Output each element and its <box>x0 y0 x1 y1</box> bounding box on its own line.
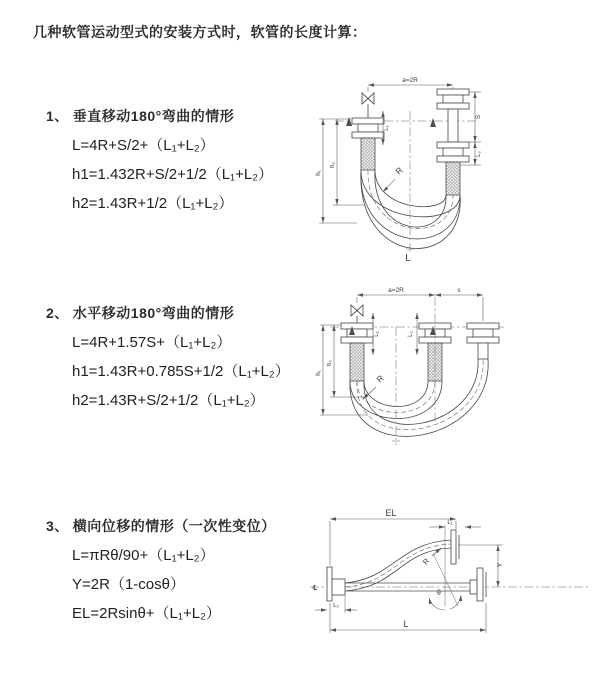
label-length-l: L <box>405 253 411 263</box>
dim-conn-left <box>373 313 380 355</box>
formula-l1: L=4R+S/2+（L₁+L₂） <box>72 137 215 154</box>
section-3-number: 3、 <box>46 518 69 534</box>
label-h2: h₂ <box>330 162 336 168</box>
label-y: Y <box>497 562 504 568</box>
label-s: S <box>475 114 482 120</box>
braided-hose-right <box>446 162 460 195</box>
section-2-title: 水平移动180°弯曲的情形 <box>72 305 235 321</box>
formula-h1-2: h1=1.43R+0.785S+1/2（L₁+L₂） <box>72 363 290 380</box>
section-1-title: 垂直移动180°弯曲的情形 <box>72 108 235 124</box>
label-a2r: a=2R <box>402 77 418 84</box>
lower-right-flange <box>470 568 486 601</box>
diagram-horizontal-180-bend <box>310 283 595 458</box>
dim-conn-top <box>429 520 481 527</box>
radius-callout <box>383 165 405 192</box>
radius-callout <box>363 373 386 399</box>
diagram-vertical-180-bend <box>313 73 568 263</box>
dim-travel-s <box>469 92 482 142</box>
label-s: s <box>457 287 461 294</box>
movement-arrow-right <box>430 118 436 127</box>
label-theta: θ <box>437 590 441 597</box>
right-pipe-assembly <box>437 89 469 195</box>
hose-loops <box>350 359 488 436</box>
label-l2: L₂ <box>333 603 339 609</box>
section-vertical-bend <box>46 106 273 213</box>
left-flange-assembly <box>352 118 384 170</box>
formula-h1: h1=1.432R+S/2+1/2（L₁+L₂） <box>72 166 274 183</box>
section-3-title: 横向位移的情形（一次性变位） <box>72 518 276 534</box>
right-flange-assembly <box>467 323 499 359</box>
formula-el: EL=2Rsinθ+（L₁+L₂） <box>72 605 221 622</box>
upper-right-flange <box>451 530 459 564</box>
label-h1: h₁ <box>316 170 322 176</box>
movement-arrow-left <box>346 117 352 126</box>
dim-h-outer <box>316 119 357 223</box>
formula-y: Y=2R（1-cosθ） <box>72 576 185 593</box>
braided-hose-left <box>361 138 375 170</box>
dim-conn-left <box>383 111 390 145</box>
section-1-number: 1、 <box>46 108 69 124</box>
formula-h2: h2=1.43R+1/2（L₁+L₂） <box>72 195 234 212</box>
page-title: 几种软管运动型式的安装方式时，软管的长度计算： <box>33 24 367 40</box>
left-flange <box>327 567 345 601</box>
braided-hose-left <box>350 343 364 381</box>
diagram-lateral-displacement <box>298 503 598 648</box>
formula-l3: L=πRθ/90+（L₁+L₂） <box>72 547 215 564</box>
label-h2: h₂ <box>327 360 333 366</box>
section-2-heading <box>46 303 290 323</box>
section-horizontal-bend <box>46 303 290 410</box>
dim-conn-left <box>315 595 357 613</box>
formula-l2: L=4R+1.57S+（L₁+L₂） <box>72 334 232 351</box>
label-a2r: a=2R <box>388 287 404 294</box>
dim-conn-right <box>408 313 417 355</box>
centerline-symbol: ℄ <box>312 585 318 592</box>
label-length-l: L <box>403 619 409 629</box>
valve-icon <box>362 93 374 118</box>
label-l1: L₁ <box>384 125 390 131</box>
dim-span-a2r <box>357 287 483 321</box>
label-r: R <box>374 373 386 385</box>
valve-icon <box>351 305 363 323</box>
dim-el <box>330 508 456 565</box>
section-3-heading <box>46 516 276 536</box>
label-l1: L₁ <box>374 331 380 337</box>
section-lateral-displacement <box>46 516 276 623</box>
label-r: R <box>393 165 405 177</box>
dim-length <box>330 603 486 633</box>
left-flange-assembly <box>341 323 373 381</box>
label-l1: L₁ <box>447 520 453 526</box>
label-r: R <box>420 556 432 567</box>
label-h1: h₁ <box>316 370 322 376</box>
section-2-number: 2、 <box>46 305 69 321</box>
section-1-heading <box>46 106 273 126</box>
hose-loops <box>361 170 460 249</box>
formula-h2-2: h2=1.43R+S/2+1/2（L₁+L₂） <box>72 392 265 409</box>
label-el: EL <box>385 508 397 518</box>
label-l2: L₂ <box>408 331 414 337</box>
label-l2: L₂ <box>476 151 482 157</box>
